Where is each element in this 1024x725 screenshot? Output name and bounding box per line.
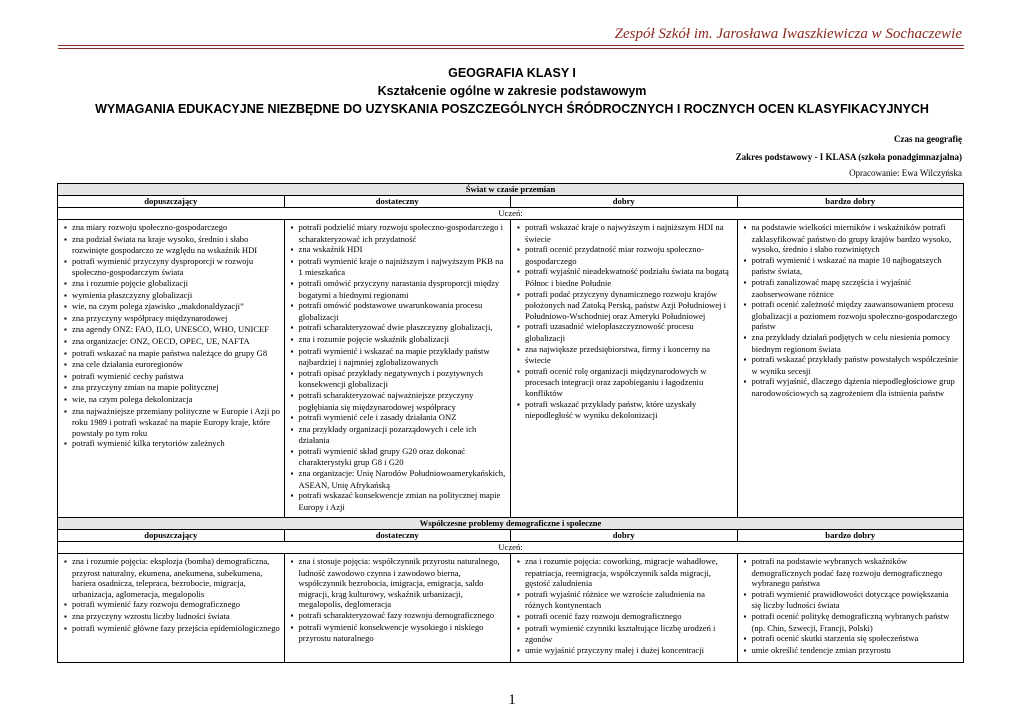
requirements-list xyxy=(61,222,281,450)
title-scope: Kształcenie ogólne w zakresie podstawowym xyxy=(377,84,647,98)
requirement-item: ▪ zna najważniejsze przemiany polityczne w Europie i Azji po roku 1989 i potrafi wskazać na mapie Europy kraje, które powstały po tym roku xyxy=(61,406,281,439)
requirement-item: ▪ zna organizacje: Unię Narodów Południowoamerykańskich, ASEAN, Unię Afrykańską xyxy=(288,468,508,490)
requirement-item: ▪ potrafi ocenić skutki starzenia się społeczeństwa xyxy=(741,633,961,645)
requirements-cell xyxy=(737,220,964,518)
requirement-item: ▪ potrafi opisać przykłady negatywnych i pozytywnych konsekwencji globalizacji xyxy=(288,368,508,390)
grade-header: dopuszczający xyxy=(58,530,285,542)
requirement-item: ▪ zna agendy ONZ: FAO, ILO, UNESCO, WHO, UNICEF xyxy=(61,324,281,336)
requirement-item: ▪ zna miary rozwoju społeczno-gospodarczego xyxy=(61,222,281,234)
requirement-item: ▪ potrafi wyjaśnić różnice we wzroście zaludnienia na różnych kontynentach xyxy=(514,589,734,611)
requirement-item: ▪ zna i rozumie pojęcie wskaźnik globalizacji xyxy=(288,334,508,346)
requirement-item: ▪ potrafi wymienić cele i zasady działania ONZ xyxy=(288,412,508,424)
requirement-item: ▪ potrafi ocenić zależność między zaawansowaniem procesu globalizacji a poziomem rozwoju społeczno-gospodarczego państw xyxy=(741,299,961,332)
requirement-item: ▪ potrafi wymienić kraje o najniższym i najwyższym PKB na 1 mieszkańca xyxy=(288,256,508,278)
requirement-item: ▪ potrafi ocenić rolę organizacji międzynarodowych w procesach integracji oraz zapobieganiu i łagodzeniu konfliktów xyxy=(514,366,734,399)
requirement-item: ▪ wie, na czym polega dekolonizacja xyxy=(61,394,281,406)
requirements-cell xyxy=(737,554,964,663)
requirement-item: ▪ potrafi wymienić główne fazy przejścia epidemiologicznego xyxy=(61,623,281,635)
requirement-item: ▪ umie określić tendencje zmian przyrostu xyxy=(741,645,961,657)
grade-header: dobry xyxy=(511,196,738,208)
requirements-cell xyxy=(284,554,511,663)
requirements-cell xyxy=(58,554,285,663)
school-name: Zespół Szkół im. Jarosława Iwaszkiewicza w Sochaczewie xyxy=(614,26,962,42)
requirement-item: ▪ wie, na czym polega zjawisko „makdonaldyzacji” xyxy=(61,301,281,313)
requirement-item: ▪ zna podział świata na kraje wysoko, średnio i słabo rozwinięte gospodarczo ze względu na wskaźnik HDI xyxy=(61,234,281,256)
requirement-item: ▪ potrafi wymienić przyczyny dysproporcji w rozwoju społeczno-gospodarczym świata xyxy=(61,256,281,278)
requirement-item: ▪ zna i rozumie pojęcia: coworking, migracje wahadłowe, repatriacja, reemigracja, współczynnik salda migracji, gęstość zaludnienia xyxy=(514,556,734,589)
requirement-item: ▪ potrafi uzasadnić wielopłaszczyznowość procesu globalizacji xyxy=(514,321,734,343)
section-title-1: Świat w czasie przemian xyxy=(58,184,964,196)
requirement-item: ▪ potrafi wymienić skład grupy G20 oraz dokonać charakterystyki grup G8 i G20 xyxy=(288,446,508,468)
grade-header: bardzo dobry xyxy=(737,196,964,208)
requirement-item: ▪ potrafi omówić podstawowe uwarunkowania procesu globalizacji xyxy=(288,300,508,322)
requirements-cell xyxy=(58,220,285,518)
grade-header: dostateczny xyxy=(284,530,511,542)
requirement-item: ▪ potrafi wskazać kraje o najwyższym i najniższym HDI na świecie xyxy=(514,222,734,244)
requirement-item: ▪ potrafi wymienić i wskazać na mapie przykłady państw najbardziej i najmniej zglobalizowanych xyxy=(288,346,508,368)
requirement-item: ▪ potrafi na podstawie wybranych wskaźników demograficznych podać fazę rozwoju demograficznego wybranego państwa xyxy=(741,556,961,589)
requirement-item: ▪ zna i rozumie pojęcie globalizacji xyxy=(61,278,281,290)
requirement-item: ▪ zna i stosuje pojęcia: współczynnik przyrostu naturalnego, ludność zawodowo czynna i zawodowo bierna, współczynnik bezrobocia, imigracja, emigracja, saldo migracji, krąg kulturowy, wskaźnik urbanizacji, megalopolis, deglomeracja xyxy=(288,556,508,610)
requirement-item: ▪ potrafi wyjaśnić nieadekwatność podziału świata na bogatą Północ i biedne Południe xyxy=(514,266,734,288)
grade-header: dobry xyxy=(511,530,738,542)
requirement-item: ▪ potrafi omówić przyczyny narastania dysproporcji między bogatymi a biednymi regionami xyxy=(288,278,508,300)
requirement-item: ▪ potrafi zanalizować mapę szczęścia i wyjaśnić zaobserwowane różnice xyxy=(741,277,961,299)
requirement-item: ▪ na podstawie wielkości mierników i wskaźników potrafi zaklasyfikować państwo do grupy krajów bardzo wysoko, wysoko, średnio i słabo rozwiniętych xyxy=(741,222,961,255)
meta-time: Czas na geografię xyxy=(894,134,962,144)
requirement-item: ▪ potrafi wymienić prawidłowości dotyczące powiększania się liczby ludności świata xyxy=(741,589,961,611)
requirements-list xyxy=(741,556,961,656)
requirements-cell xyxy=(284,220,511,518)
requirement-item: ▪ potrafi scharakteryzować fazy rozwoju demograficznego xyxy=(288,610,508,622)
requirement-item: ▪ potrafi wymienić cechy państwa xyxy=(61,371,281,383)
requirement-item: ▪ potrafi wymienić kilka terytoriów zależnych xyxy=(61,438,281,450)
meta-author: Opracowanie: Ewa Wilczyńska xyxy=(849,168,962,178)
requirement-item: ▪ zna i rozumie pojęcia: eksplozja (bomba) demograficzna, przyrost naturalny, ekumena, anekumena, subekumena, bariera osadnicza, telepraca, bezrobocie, migracja, urbanizacja, aglomeracja, megalopolis xyxy=(61,556,281,599)
requirement-item: ▪ wymienia płaszczyzny globalizacji xyxy=(61,290,281,302)
requirement-item: ▪ zna przyczyny współpracy międzynarodowej xyxy=(61,313,281,325)
grade-header: bardzo dobry xyxy=(737,530,964,542)
student-label: Uczeń: xyxy=(58,542,964,554)
document-titles xyxy=(0,64,1024,118)
header-divider xyxy=(58,45,964,49)
requirement-item: ▪ potrafi wymienić i wskazać na mapie 10 najbogatszych państw świata, xyxy=(741,255,961,277)
requirement-item: ▪ potrafi scharakteryzować dwie płaszczyzny globalizacji, xyxy=(288,322,508,334)
requirements-list xyxy=(741,222,961,399)
requirement-item: ▪ potrafi wskazać konsekwencje zmian na politycznej mapie Europy i Azji xyxy=(288,490,508,512)
requirement-item: ▪ potrafi wskazać przykłady państw powstałych współcześnie w wyniku secesji xyxy=(741,354,961,376)
requirements-list xyxy=(514,556,734,656)
requirement-item: ▪ potrafi podać przyczyny dynamicznego rozwoju krajów położonych nad Zatoką Perską, państw Azji Południowej i Południowo-Wschodniej oraz Ameryki Południowej xyxy=(514,289,734,322)
page-number: 1 xyxy=(508,692,516,708)
requirement-item: ▪ potrafi ocenić przydatność miar rozwoju społeczno-gospodarczego xyxy=(514,244,734,266)
requirement-item: ▪ potrafi wymienić konsekwencje wysokiego i niskiego przyrostu naturalnego xyxy=(288,622,508,644)
requirements-list xyxy=(61,556,281,634)
grade-header: dopuszczający xyxy=(58,196,285,208)
requirement-item: ▪ zna organizacje: ONZ, OECD, OPEC, UE, NAFTA xyxy=(61,336,281,348)
grade-header: dostateczny xyxy=(284,196,511,208)
requirement-item: ▪ potrafi ocenić fazy rozwoju demograficznego xyxy=(514,611,734,623)
title-requirements: WYMAGANIA EDUKACYJNE NIEZBĘDNE DO UZYSKANIA POSZCZEGÓLNYCH ŚRÓDROCZNYCH I ROCZNYCH OCEN KLASYFIKACYJNYCH xyxy=(95,102,929,116)
requirement-item: ▪ zna cele działania euroregionów xyxy=(61,359,281,371)
requirements-list xyxy=(514,222,734,421)
requirement-item: ▪ potrafi wskazać na mapie państwa należące do grupy G8 xyxy=(61,348,281,360)
requirement-item: ▪ potrafi podzielić miary rozwoju społeczno-gospodarczego i scharakteryzować ich przydatność xyxy=(288,222,508,244)
requirement-item: ▪ zna przyczyny wzrostu liczby ludności świata xyxy=(61,611,281,623)
requirement-item: ▪ potrafi wskazać przykłady państw, które uzyskały niepodległość w wyniku dekolonizacji xyxy=(514,399,734,421)
meta-scope: Zakres podstawowy - I KLASA (szkoła ponadgimnazjalna) xyxy=(735,152,962,162)
requirement-item: ▪ zna przyczyny zmian na mapie politycznej xyxy=(61,382,281,394)
requirements-list xyxy=(288,556,508,644)
requirements-cell xyxy=(511,554,738,663)
requirement-item: ▪ potrafi ocenić politykę demograficzną wybranych państw (np. Chin, Szwecji, Francji, Polski) xyxy=(741,611,961,633)
requirement-item: ▪ potrafi wymienić czynniki kształtujące liczbę urodzeń i zgonów xyxy=(514,623,734,645)
requirement-item: ▪ potrafi wymienić fazy rozwoju demograficznego xyxy=(61,599,281,611)
requirement-item: ▪ zna przykłady działań podjętych w celu niesienia pomocy biednym regionom świata xyxy=(741,332,961,354)
requirements-table xyxy=(57,183,964,663)
title-subject: GEOGRAFIA KLASY I xyxy=(448,66,576,80)
requirement-item: ▪ zna przykłady organizacji pozarządowych i cele ich działania xyxy=(288,424,508,446)
requirement-item: ▪ zna największe przedsiębiorstwa, firmy i koncerny na świecie xyxy=(514,344,734,366)
requirements-list xyxy=(288,222,508,512)
requirement-item: ▪ umie wyjaśnić przyczyny małej i dużej koncentracji xyxy=(514,645,734,657)
student-label: Uczeń: xyxy=(58,208,964,220)
requirements-cell xyxy=(511,220,738,518)
section-title-2: Współczesne problemy demograficzne i społeczne xyxy=(58,518,964,530)
requirement-item: ▪ zna wskaźnik HDI xyxy=(288,244,508,256)
requirement-item: ▪ potrafi wyjaśnić, dlaczego dążenia niepodległościowe grup narodowościowych są zagrożeniem dla istnienia państw xyxy=(741,376,961,398)
requirement-item: ▪ potrafi scharakteryzować najważniejsze przyczyny pogłębiania się międzynarodowej współpracy xyxy=(288,390,508,412)
